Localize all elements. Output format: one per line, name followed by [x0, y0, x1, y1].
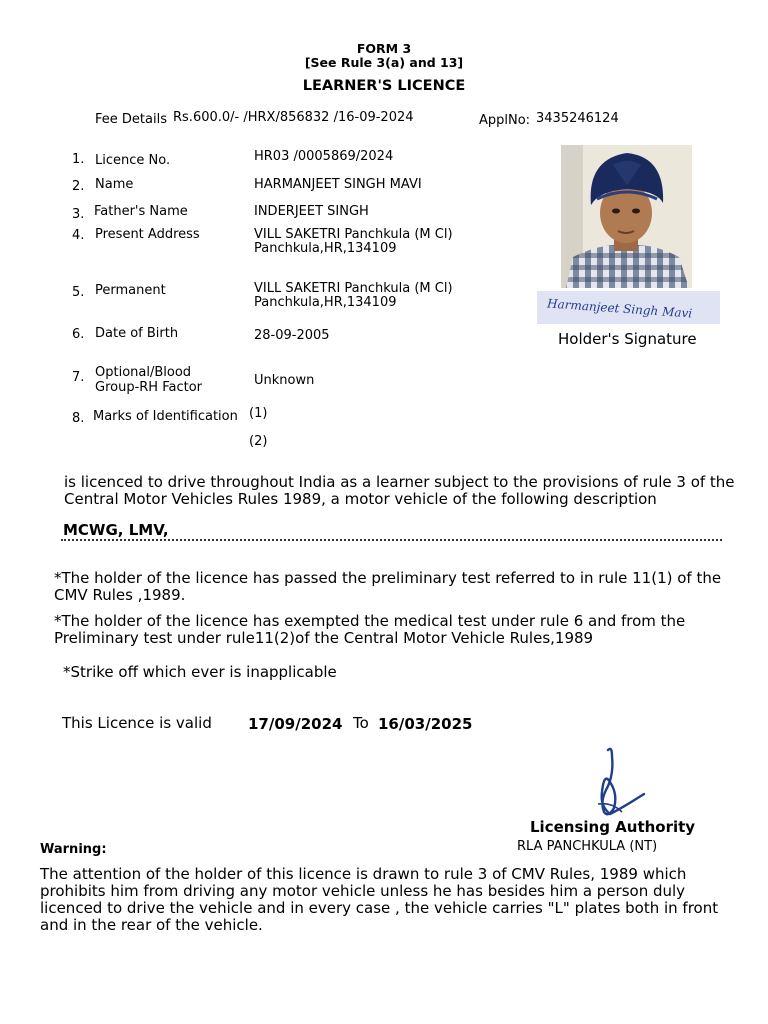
- field-value-permanent-1: VILL SAKETRI Panchkula (M Cl): [254, 281, 453, 296]
- holder-portrait-image: [561, 145, 692, 288]
- authority-title: Licensing Authority: [530, 818, 696, 836]
- field-label-licence-no: Licence No.: [95, 153, 171, 168]
- validity-to: 16/03/2025: [378, 715, 473, 733]
- field-value-mark-2: (2): [249, 434, 268, 449]
- field-value-present-address-1: VILL SAKETRI Panchkula (M Cl): [254, 227, 453, 242]
- field-label-dob: Date of Birth: [95, 326, 179, 341]
- field-num-8: 8.: [72, 411, 85, 426]
- holder-signature-caption: Holder's Signature: [558, 330, 697, 348]
- field-value-permanent-2: Panchkula,HR,134109: [254, 295, 397, 310]
- note-medical-exempt: *The holder of the licence has exempted the medical test under rule 6 and from the Preliminary test under rule11(2)of the Central Motor Vehicle Rules,1989: [54, 612, 686, 647]
- field-label-marks: Marks of Identification: [93, 409, 238, 424]
- field-label-blood-1: Optional/Blood: [95, 365, 192, 380]
- form-rule: [See Rule 3(a) and 13]: [304, 55, 464, 70]
- field-label-blood-2: Group-RH Factor: [95, 380, 203, 395]
- strike-note: *Strike off which ever is inapplicable: [63, 663, 337, 681]
- note-preliminary-test: *The holder of the licence has passed the preliminary test referred to in rule 11(1) of the CMV Rules ,1989.: [54, 569, 722, 604]
- validity-label: This Licence is valid: [62, 714, 212, 732]
- field-value-father: INDERJEET SINGH: [254, 204, 369, 219]
- field-num-1: 1.: [72, 152, 85, 167]
- field-value-mark-1: (1): [249, 406, 268, 421]
- form-number: FORM 3: [356, 41, 412, 56]
- holder-signature-box: [537, 291, 720, 324]
- field-value-name: HARMANJEET SINGH MAVI: [254, 177, 422, 192]
- field-num-5: 5.: [72, 285, 85, 300]
- holder-signature-image: [537, 291, 720, 324]
- fee-value: Rs.600.0/- /HRX/856832 /16-09-2024: [173, 110, 414, 125]
- field-value-dob: 28-09-2005: [254, 328, 330, 343]
- warning-text: The attention of the holder of this licence is drawn to rule 3 of CMV Rules, 1989 which prohibits him from driving any motor vehicle unless he has besides him a person duly licenced to drive the vehicle and in every case , the vehicle carries "L" plates both in front and in the rear of the vehicle.: [40, 865, 719, 934]
- licence-text: is licenced to drive throughout India as a learner subject to the provisions of rule 3 of the Central Motor Vehicles Rules 1989, a motor vehicle of the following description: [64, 473, 735, 508]
- dotted-divider: [61, 539, 722, 541]
- vehicle-classes: MCWG, LMV,: [63, 521, 169, 539]
- fee-label: Fee Details: [95, 112, 167, 127]
- field-value-present-address-2: Panchkula,HR,134109: [254, 241, 397, 256]
- field-label-present-address: Present Address: [95, 227, 200, 242]
- field-label-father: Father's Name: [94, 204, 188, 219]
- authority-signature-image: [578, 742, 658, 822]
- authority-signature: [578, 742, 658, 822]
- validity-from: 17/09/2024: [248, 715, 343, 733]
- holder-photo: [561, 145, 692, 288]
- validity-to-label: To: [353, 714, 369, 732]
- field-num-7: 7.: [72, 370, 85, 385]
- authority-office: RLA PANCHKULA (NT): [517, 839, 658, 854]
- appl-value: 3435246124: [536, 111, 619, 126]
- field-label-name: Name: [95, 177, 134, 192]
- warning-label: Warning:: [40, 842, 107, 857]
- holder-signature-script: Harmanjeet Singh Mavi: [546, 296, 693, 321]
- field-num-3: 3.: [72, 207, 85, 222]
- field-num-6: 6.: [72, 327, 85, 342]
- field-num-4: 4.: [72, 228, 85, 243]
- field-num-2: 2.: [72, 179, 85, 194]
- appl-label: ApplNo:: [479, 113, 531, 128]
- field-value-blood: Unknown: [254, 373, 315, 388]
- field-label-permanent: Permanent: [95, 283, 166, 298]
- field-value-licence-no: HR03 /0005869/2024: [254, 149, 394, 164]
- page-title: LEARNER'S LICENCE: [302, 78, 466, 94]
